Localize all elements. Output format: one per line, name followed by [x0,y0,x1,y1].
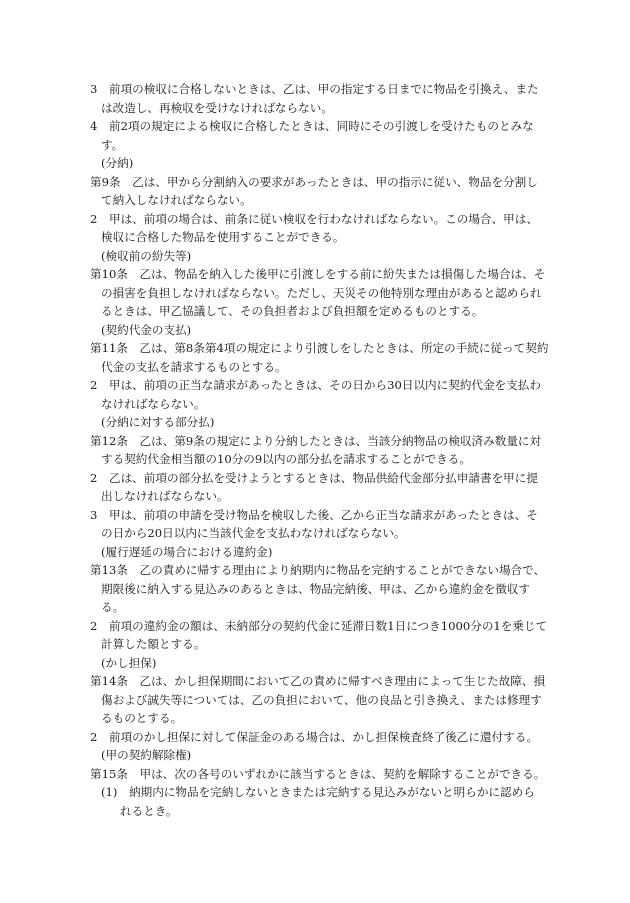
text-line: (甲の契約解除権) [101,748,192,762]
text-line: 出しなければならない。 [101,489,229,503]
document-body [90,80,555,820]
text-line: 2 乙は、前項の部分払を受けようとするときは、物品供給代金部分払申請書を甲に提 [90,470,538,485]
text-line: (1) 納期内に物品を完納しないときまたは完納する見込みがないと明らかに認めら [101,785,535,799]
text-line: 第12条 乙は、第9条の規定により分納したときは、当該分納物品の検収済み数量に対 [90,433,542,448]
text-line: 代金の支払を請求するものとする。 [101,359,287,374]
text-line: 2 前項の違約金の額は、未納部分の契約代金に延滞日数1日につき1000分の1を乗じて [90,618,548,633]
text-line: るときは、甲乙協議して、その負担者および負担額を定めるものとする。 [101,304,484,318]
text-line: 第10条 乙は、物品を納入した後甲に引渡しをする前に紛失または損傷した場合は、そ [90,267,546,281]
text-line: の日から20日以内に当該代金を支払わなければならない。 [101,526,406,540]
text-line: 2 甲は、前項の正当な請求があったときは、その日から30日以内に契約代金を支払わ [90,378,541,392]
text-line: 傷および誠失等については、乙の負担において、他の良品と引き換え、または修理す [101,692,542,707]
text-line: (分納に対する部分払) [101,415,215,429]
text-line: 3 前項の検収に合格しないときは、乙は、甲の指定する日までに物品を引換え、また [90,82,539,96]
text-line: は改造し、再検収を受けなければならない。 [101,100,333,115]
text-line: 3 甲は、前項の申請を受け物品を検収した後、乙から正当な請求があったときは、そ [90,507,538,522]
text-line: 4 前2項の規定による検収に合格したときは、同時にその引渡しを受けたものとみな [90,119,534,133]
text-line: 第9条 乙は、甲から分割納入の要求があったときは、甲の指示に従い、物品を分割し [90,174,538,189]
text-line: 2 前項のかし担保に対して保証金のある場合は、かし担保検査終了後乙に還付する。 [90,729,538,744]
text-line: す。 [101,137,124,152]
text-line: (分納) [101,156,134,170]
text-line: れるとき。 [120,803,178,818]
text-line: 第11条 乙は、第8条第4項の規定により引渡しをしたときは、所定の手続に従って契約 [90,341,549,355]
text-line: (契約代金の支払) [101,322,192,337]
text-line: 2 甲は、前項の場合は、前条に従い検収を行わなければならない。この場合、甲は、 [90,211,538,226]
text-line: 期限後に納入する見込みのあるときは、物品完納後、甲は、乙から違約金を徴収す [101,581,530,596]
text-line: るものとする。 [101,711,183,725]
text-line: の損害を負担しなければならない。ただし、天災その他特別な理由があると認められ [101,285,542,300]
text-line: 検収に合格した物品を使用することができる。 [101,230,345,244]
text-line: 第13条 乙の責めに帰する理由により納期内に物品を完納することができない場合で、 [90,563,546,577]
text-line: 計算した額とする。 [101,637,206,651]
text-line: (検収前の紛失等) [101,248,192,263]
text-line: 第14条 乙は、かし担保期間において乙の責めに帰すべき理由によって生じた故障、損 [90,674,546,688]
text-line: する契約代金相当額の10分の9以内の部分払を請求することができる。 [101,452,471,466]
text-line: て納入しなければならない。 [101,193,252,207]
text-line: る。 [101,600,125,614]
text-line: 第15条 甲は、次の各号のいずれかに該当するときは、契約を解除することができる。 [90,766,546,781]
text-line: なければならない。 [101,396,206,411]
text-line: (かし担保) [101,655,157,670]
text-line: (履行遅延の場合における違約金) [101,544,273,559]
